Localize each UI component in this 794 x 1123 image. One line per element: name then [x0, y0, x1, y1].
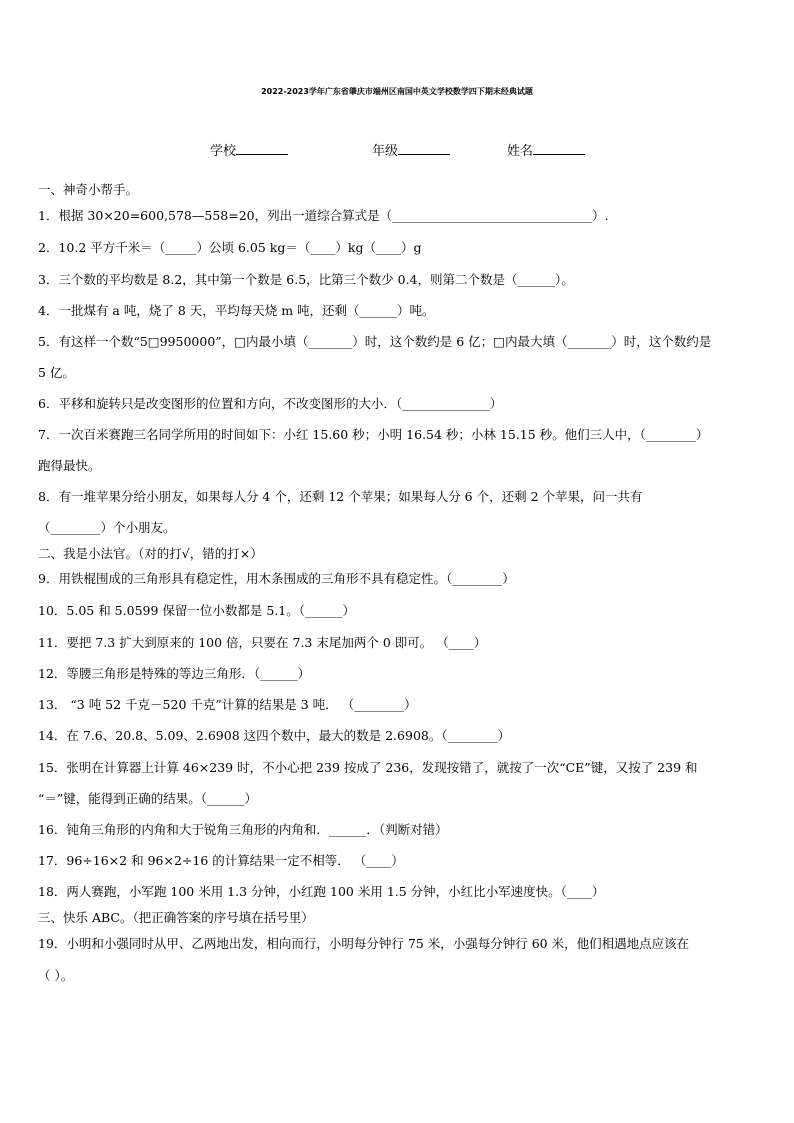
question-15: 15．张明在计算器上计算 46×239 时，不小心把 239 按成了 236，发现按错了，就按了一次“CE”键，又按了 239 和 — [38, 760, 698, 775]
question-13: 13． “3 吨 52 千克－520 千克”计算的结果是 3 吨． （________） — [38, 697, 417, 712]
question-3: 3．三个数的平均数是 8.2，其中第一个数是 6.5，比第三个数少 0.4，则第二个数是（______）。 — [38, 272, 574, 287]
question-16: 16．钝角三角形的内角和大于锐角三角形的内角和．______．（判断对错） — [38, 822, 448, 837]
section-heading-2: 二、我是小法官。（对的打√，错的打×） — [38, 546, 263, 561]
school-field — [210, 140, 288, 159]
school-label: 学校 — [210, 144, 237, 159]
question-1: 1．根据 30×20=600,578—558=20，列出一道综合算式是（________________________________）. — [38, 208, 609, 223]
question-7-cont: 跑得最快。 — [38, 458, 101, 473]
school-blank[interactable] — [236, 140, 288, 155]
question-9: 9．用铁棍围成的三角形具有稳定性，用木条围成的三角形不具有稳定性。（________） — [38, 571, 515, 586]
question-2: 2．10.2 平方千米＝（_____）公顷 6.05 kg＝（____）kg（____）g — [38, 240, 422, 255]
question-10: 10．5.05 和 5.0599 保留一位小数都是 5.1。（______） — [38, 603, 355, 618]
section-heading-1: 一、神奇小帮手。 — [38, 182, 139, 197]
name-label: 姓名 — [507, 144, 534, 159]
question-8: 8．有一堆苹果分给小朋友，如果每人分 4 个，还剩 12 个苹果；如果每人分 6 个，还剩 2 个苹果，问一共有 — [38, 489, 643, 504]
question-18: 18．两人赛跑，小军跑 100 米用 1.3 分钟，小红跑 100 米用 1.5 分钟，小红比小军速度快。（____） — [38, 884, 605, 899]
question-17: 17．96÷16×2 和 96×2÷16 的计算结果一定不相等． （____） — [38, 853, 404, 868]
grade-field — [372, 140, 450, 159]
grade-blank[interactable] — [398, 140, 450, 155]
question-11: 11．要把 7.3 扩大到原来的 100 倍，只要在 7.3 末尾加两个 0 即可。 （____） — [38, 635, 487, 650]
section-heading-3: 三、快乐 ABC。（把正确答案的序号填在括号里） — [38, 910, 314, 925]
name-field — [507, 140, 585, 159]
page-title: 2022-2023学年广东省肇庆市端州区南国中英文学校数学四下期末经典试题 — [261, 87, 533, 96]
question-5-cont: 5 亿。 — [38, 365, 75, 380]
question-19-cont: （ ）。 — [38, 968, 74, 983]
name-blank[interactable] — [533, 140, 585, 155]
question-5: 5．有这样一个数“5□9950000”，□内最小填（_______）时，这个数约是 6 亿；□内最大填（_______）时，这个数约是 — [38, 334, 712, 349]
question-12: 12．等腰三角形是特殊的等边三角形．（______） — [38, 666, 311, 681]
question-7: 7．一次百米赛跑三名同学所用的时间如下：小红 15.60 秒；小明 16.54 秒；小林 15.15 秒。他们三人中，（________） — [38, 427, 709, 442]
question-4: 4．一批煤有 a 吨，烧了 8 天，平均每天烧 m 吨，还剩（______）吨。 — [38, 303, 435, 318]
question-8-cont: （________）个小朋友。 — [38, 520, 176, 535]
question-15-cont: “＝”键，能得到正确的结果。（______） — [38, 791, 258, 806]
grade-label: 年级 — [372, 144, 399, 159]
question-6: 6．平移和旋转只是改变图形的位置和方向，不改变图形的大小．（______________） — [38, 396, 503, 411]
question-14: 14．在 7.6、20.8、5.09、2.6908 这四个数中，最大的数是 2.6908。（________） — [38, 728, 511, 743]
question-19: 19．小明和小强同时从甲、乙两地出发，相向而行，小明每分钟行 75 米，小强每分钟行 60 米，他们相遇地点应该在 — [38, 936, 690, 951]
